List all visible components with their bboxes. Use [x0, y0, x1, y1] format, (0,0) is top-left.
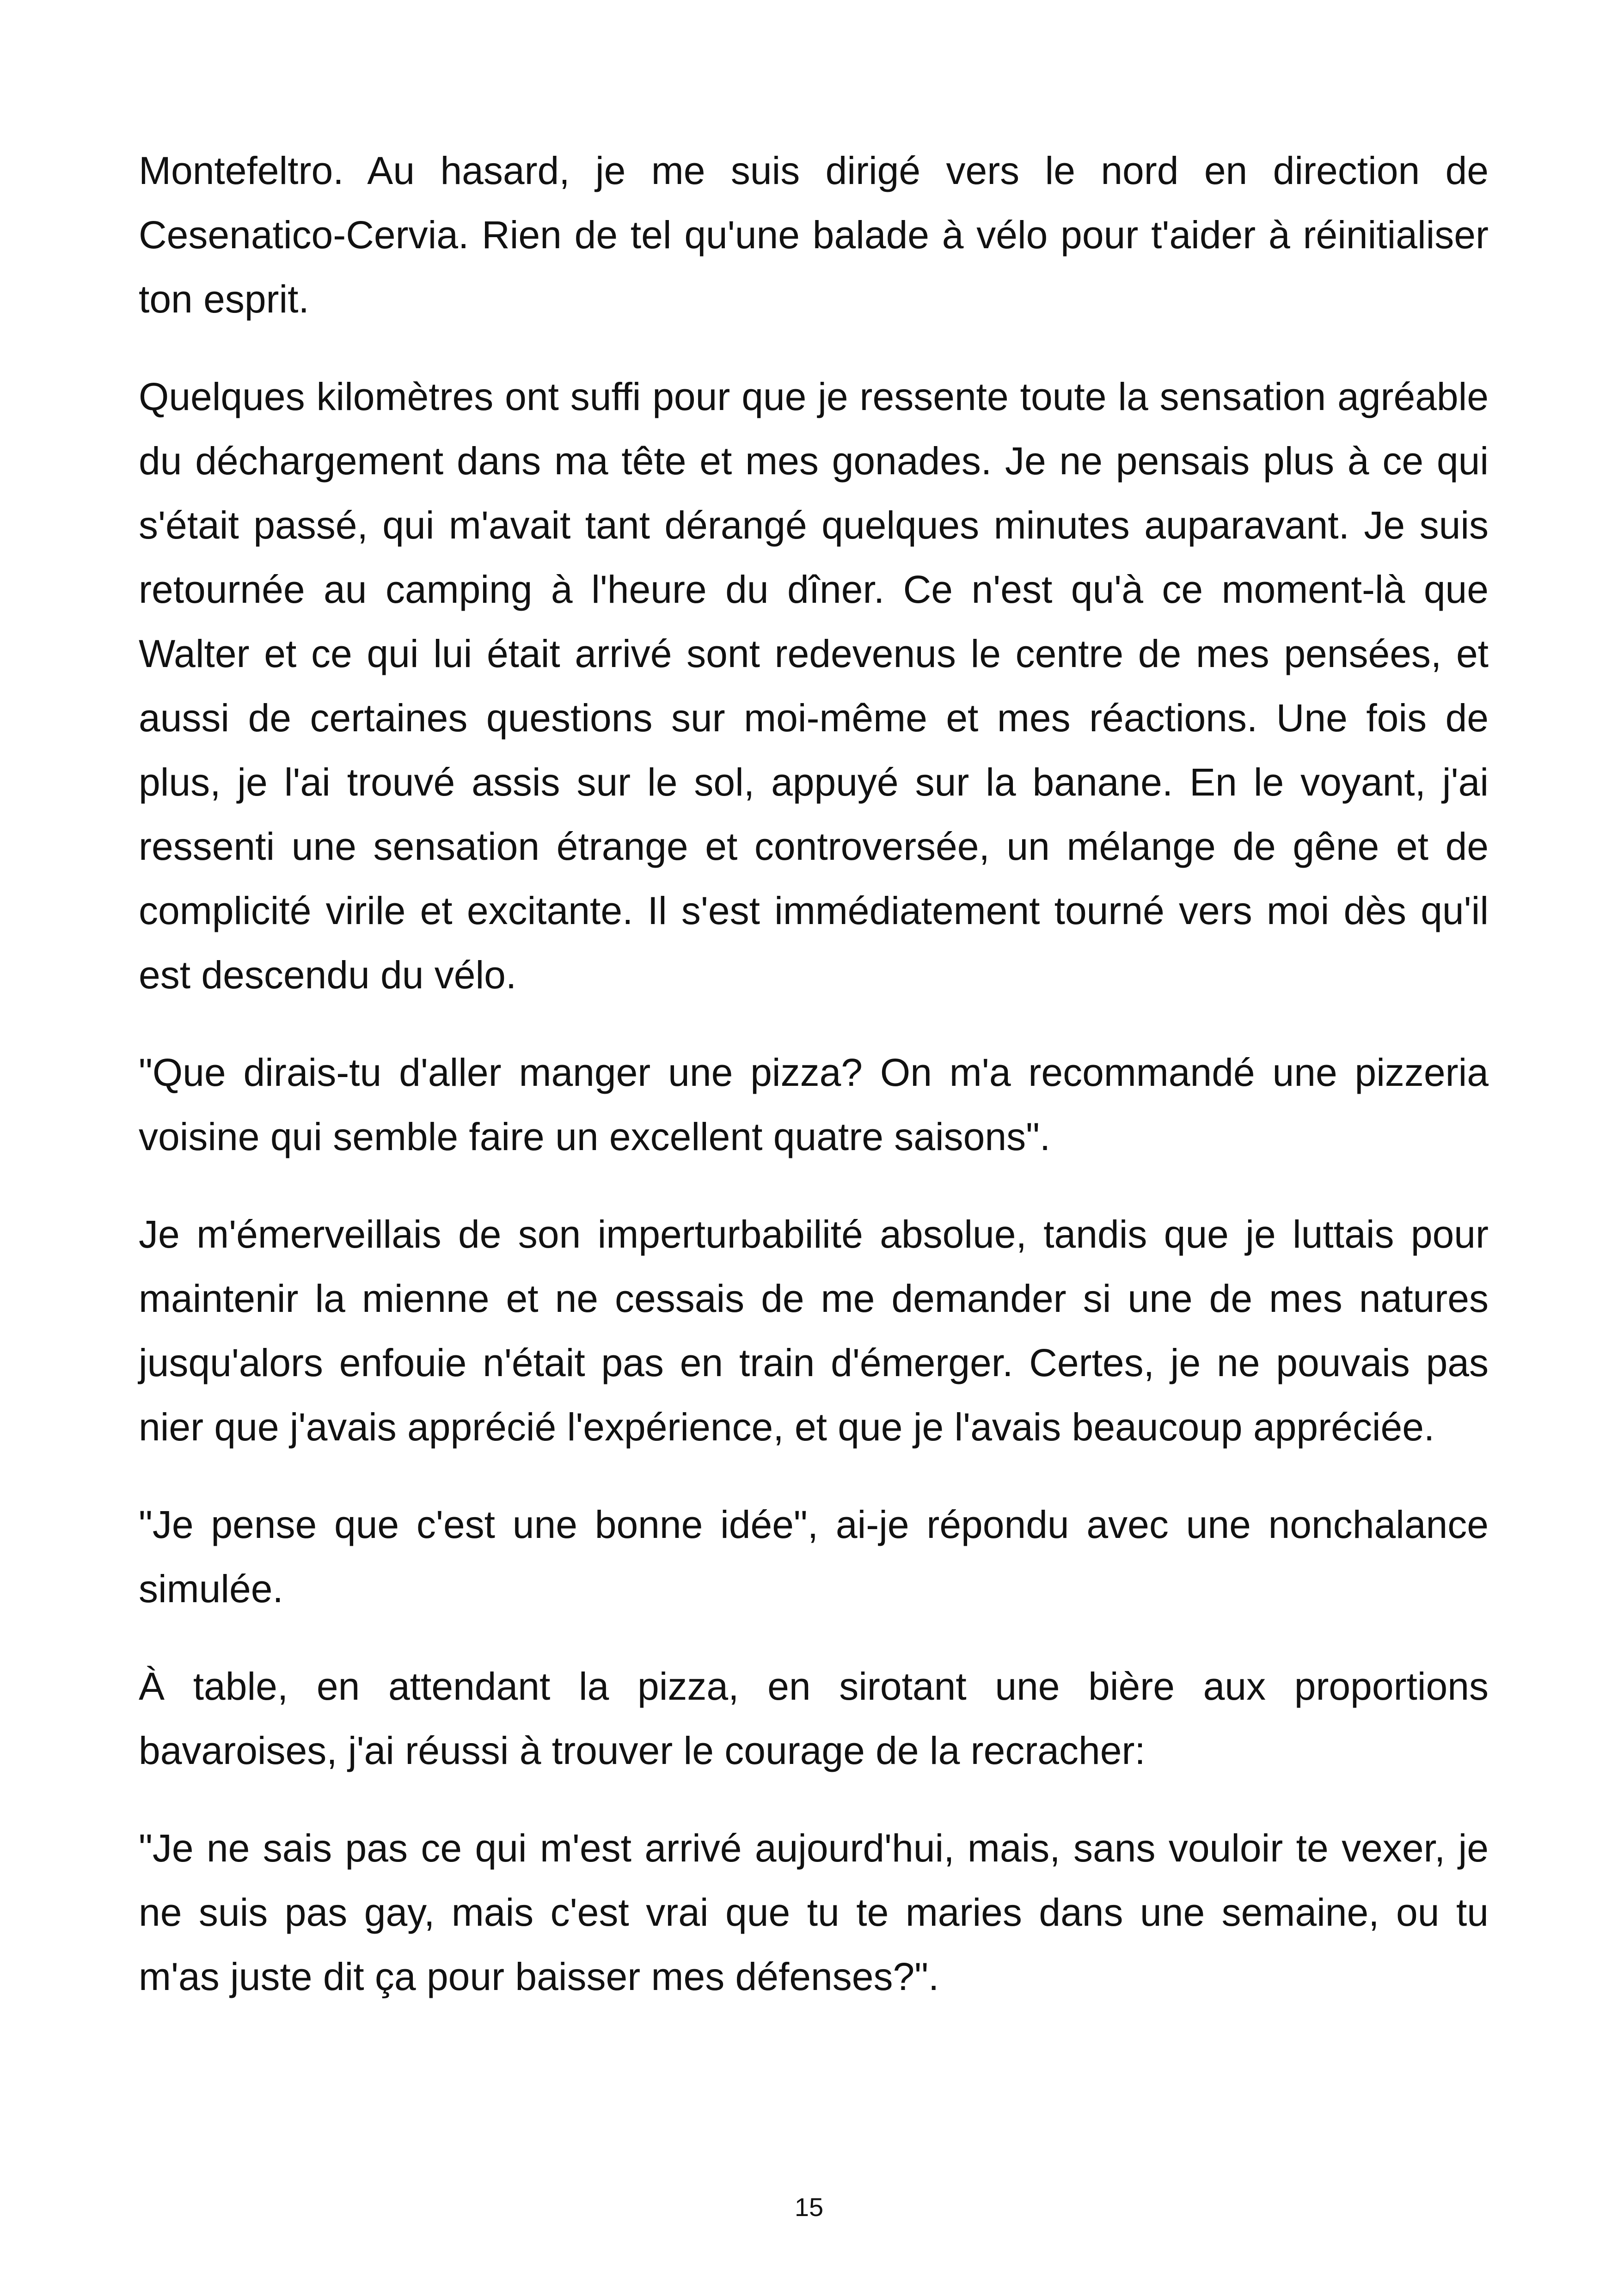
- paragraph-2: Quelques kilomètres ont suffi pour que je ressente toute la sensation agréable du déchargement dans ma tête et mes gonades. Je ne pensais plus à ce qui s'était passé, qui m'avait tant dérangé quelques minutes auparavant. Je suis retournée au camping à l'heure du dîner. Ce n'est qu'à ce moment-là que Walter et ce qui lui était arrivé sont redevenus le centre de mes pensées, et aussi de certaines questions sur moi-même et mes réactions. Une fois de plus, je l'ai trouvé assis sur le sol, appuyé sur la banane. En le voyant, j'ai ressenti une sensation étrange et controversée, un mélange de gêne et de complicité virile et excitante. Il s'est immédiatement tourné vers moi dès qu'il est descendu du vélo.: [139, 375, 1489, 997]
- paragraph-7: "Je ne sais pas ce qui m'est arrivé aujourd'hui, mais, sans vouloir te vexer, je ne suis pas gay, mais c'est vrai que tu te maries dans une semaine, ou tu m'as juste dit ça pour baisser mes défenses?".: [139, 1826, 1489, 1998]
- page-number: 15: [794, 2192, 824, 2222]
- paragraph-6: À table, en attendant la pizza, en sirotant une bière aux proportions bavaroises, j'ai réussi à trouver le courage de la recracher:: [139, 1665, 1489, 1772]
- paragraph-3: "Que dirais-tu d'aller manger une pizza? On m'a recommandé une pizzeria voisine qui semble faire un excellent quatre saisons".: [139, 1051, 1489, 1158]
- paragraph-1: Montefeltro. Au hasard, je me suis dirigé vers le nord en direction de Cesenatico-Cervia. Rien de tel qu'une balade à vélo pour t'aider à réinitialiser ton esprit.: [139, 149, 1489, 321]
- paragraph-4: Je m'émerveillais de son imperturbabilité absolue, tandis que je luttais pour maintenir la mienne et ne cessais de me demander si une de mes natures jusqu'alors enfouie n'était pas en train d'émerger. Certes, je ne pouvais pas nier que j'avais apprécié l'expérience, et que je l'avais beaucoup appréciée.: [139, 1212, 1489, 1449]
- body-text: [139, 139, 1489, 2042]
- paragraph-5: "Je pense que c'est une bonne idée", ai-je répondu avec une nonchalance simulée.: [139, 1503, 1489, 1610]
